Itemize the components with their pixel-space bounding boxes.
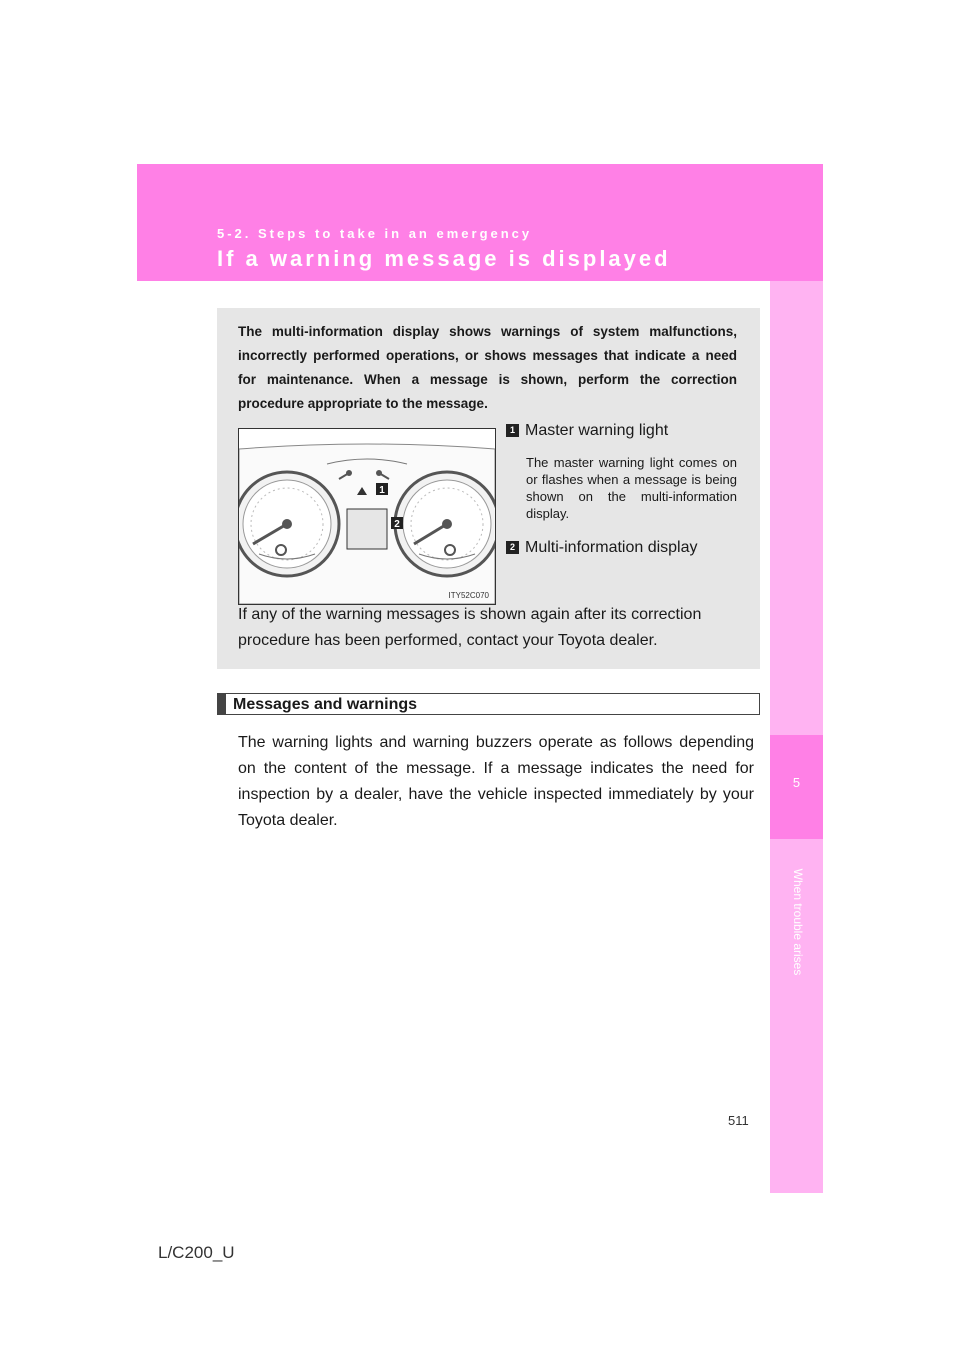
- callout-1: [506, 422, 668, 440]
- footer-code: L/C200_U: [158, 1243, 235, 1262]
- closing-text: If any of the warning messages is shown again after its correction procedure has been performed, contact your Toyota dealer.: [238, 606, 702, 649]
- callout-marker-2-label: 2: [394, 519, 400, 530]
- chapter-label-wrap: [788, 845, 808, 1005]
- callout-2-number: 2: [506, 541, 519, 554]
- section-label: 5-2. Steps to take in an emergency: [217, 226, 533, 241]
- callout-1-number: 1: [506, 424, 519, 437]
- intro-text: The multi-information display shows warnings of system malfunctions, incorrectly performed operations, or shows messages that indicate a need for maintenance. When a message is shown, perform the correction procedure appropriate to the message.: [238, 324, 737, 411]
- callout-marker-1-label: 1: [379, 485, 385, 496]
- instrument-cluster-figure: [238, 428, 496, 605]
- callout-1-title: Master warning light: [525, 422, 669, 439]
- section-heading-text: Messages and warnings: [233, 696, 418, 713]
- page-number: 511: [728, 1113, 749, 1128]
- section-heading: [217, 693, 760, 715]
- intro-box: [217, 308, 760, 669]
- callout-1-description: The master warning light comes on or flashes when a message is being shown on the multi-information display.: [526, 455, 737, 521]
- chapter-number: 5: [792, 775, 801, 790]
- multi-information-display: [347, 509, 387, 549]
- section-body: The warning lights and warning buzzers operate as follows depending on the content of the message. If a message indicates the need for inspection by a dealer, have the vehicle inspected immediately by your Toyota dealer.: [238, 734, 754, 829]
- chapter-label: When trouble arises: [791, 868, 805, 976]
- callout-2: [506, 539, 698, 557]
- page-title: If a warning message is displayed: [217, 246, 671, 271]
- instrument-cluster-illustration: [239, 429, 495, 604]
- heading-marker: [218, 694, 226, 714]
- page-header: [137, 164, 823, 281]
- figure-code: ITY52C070: [448, 591, 489, 600]
- chapter-number-tab: [770, 735, 823, 839]
- callout-2-title: Multi-information display: [525, 539, 698, 556]
